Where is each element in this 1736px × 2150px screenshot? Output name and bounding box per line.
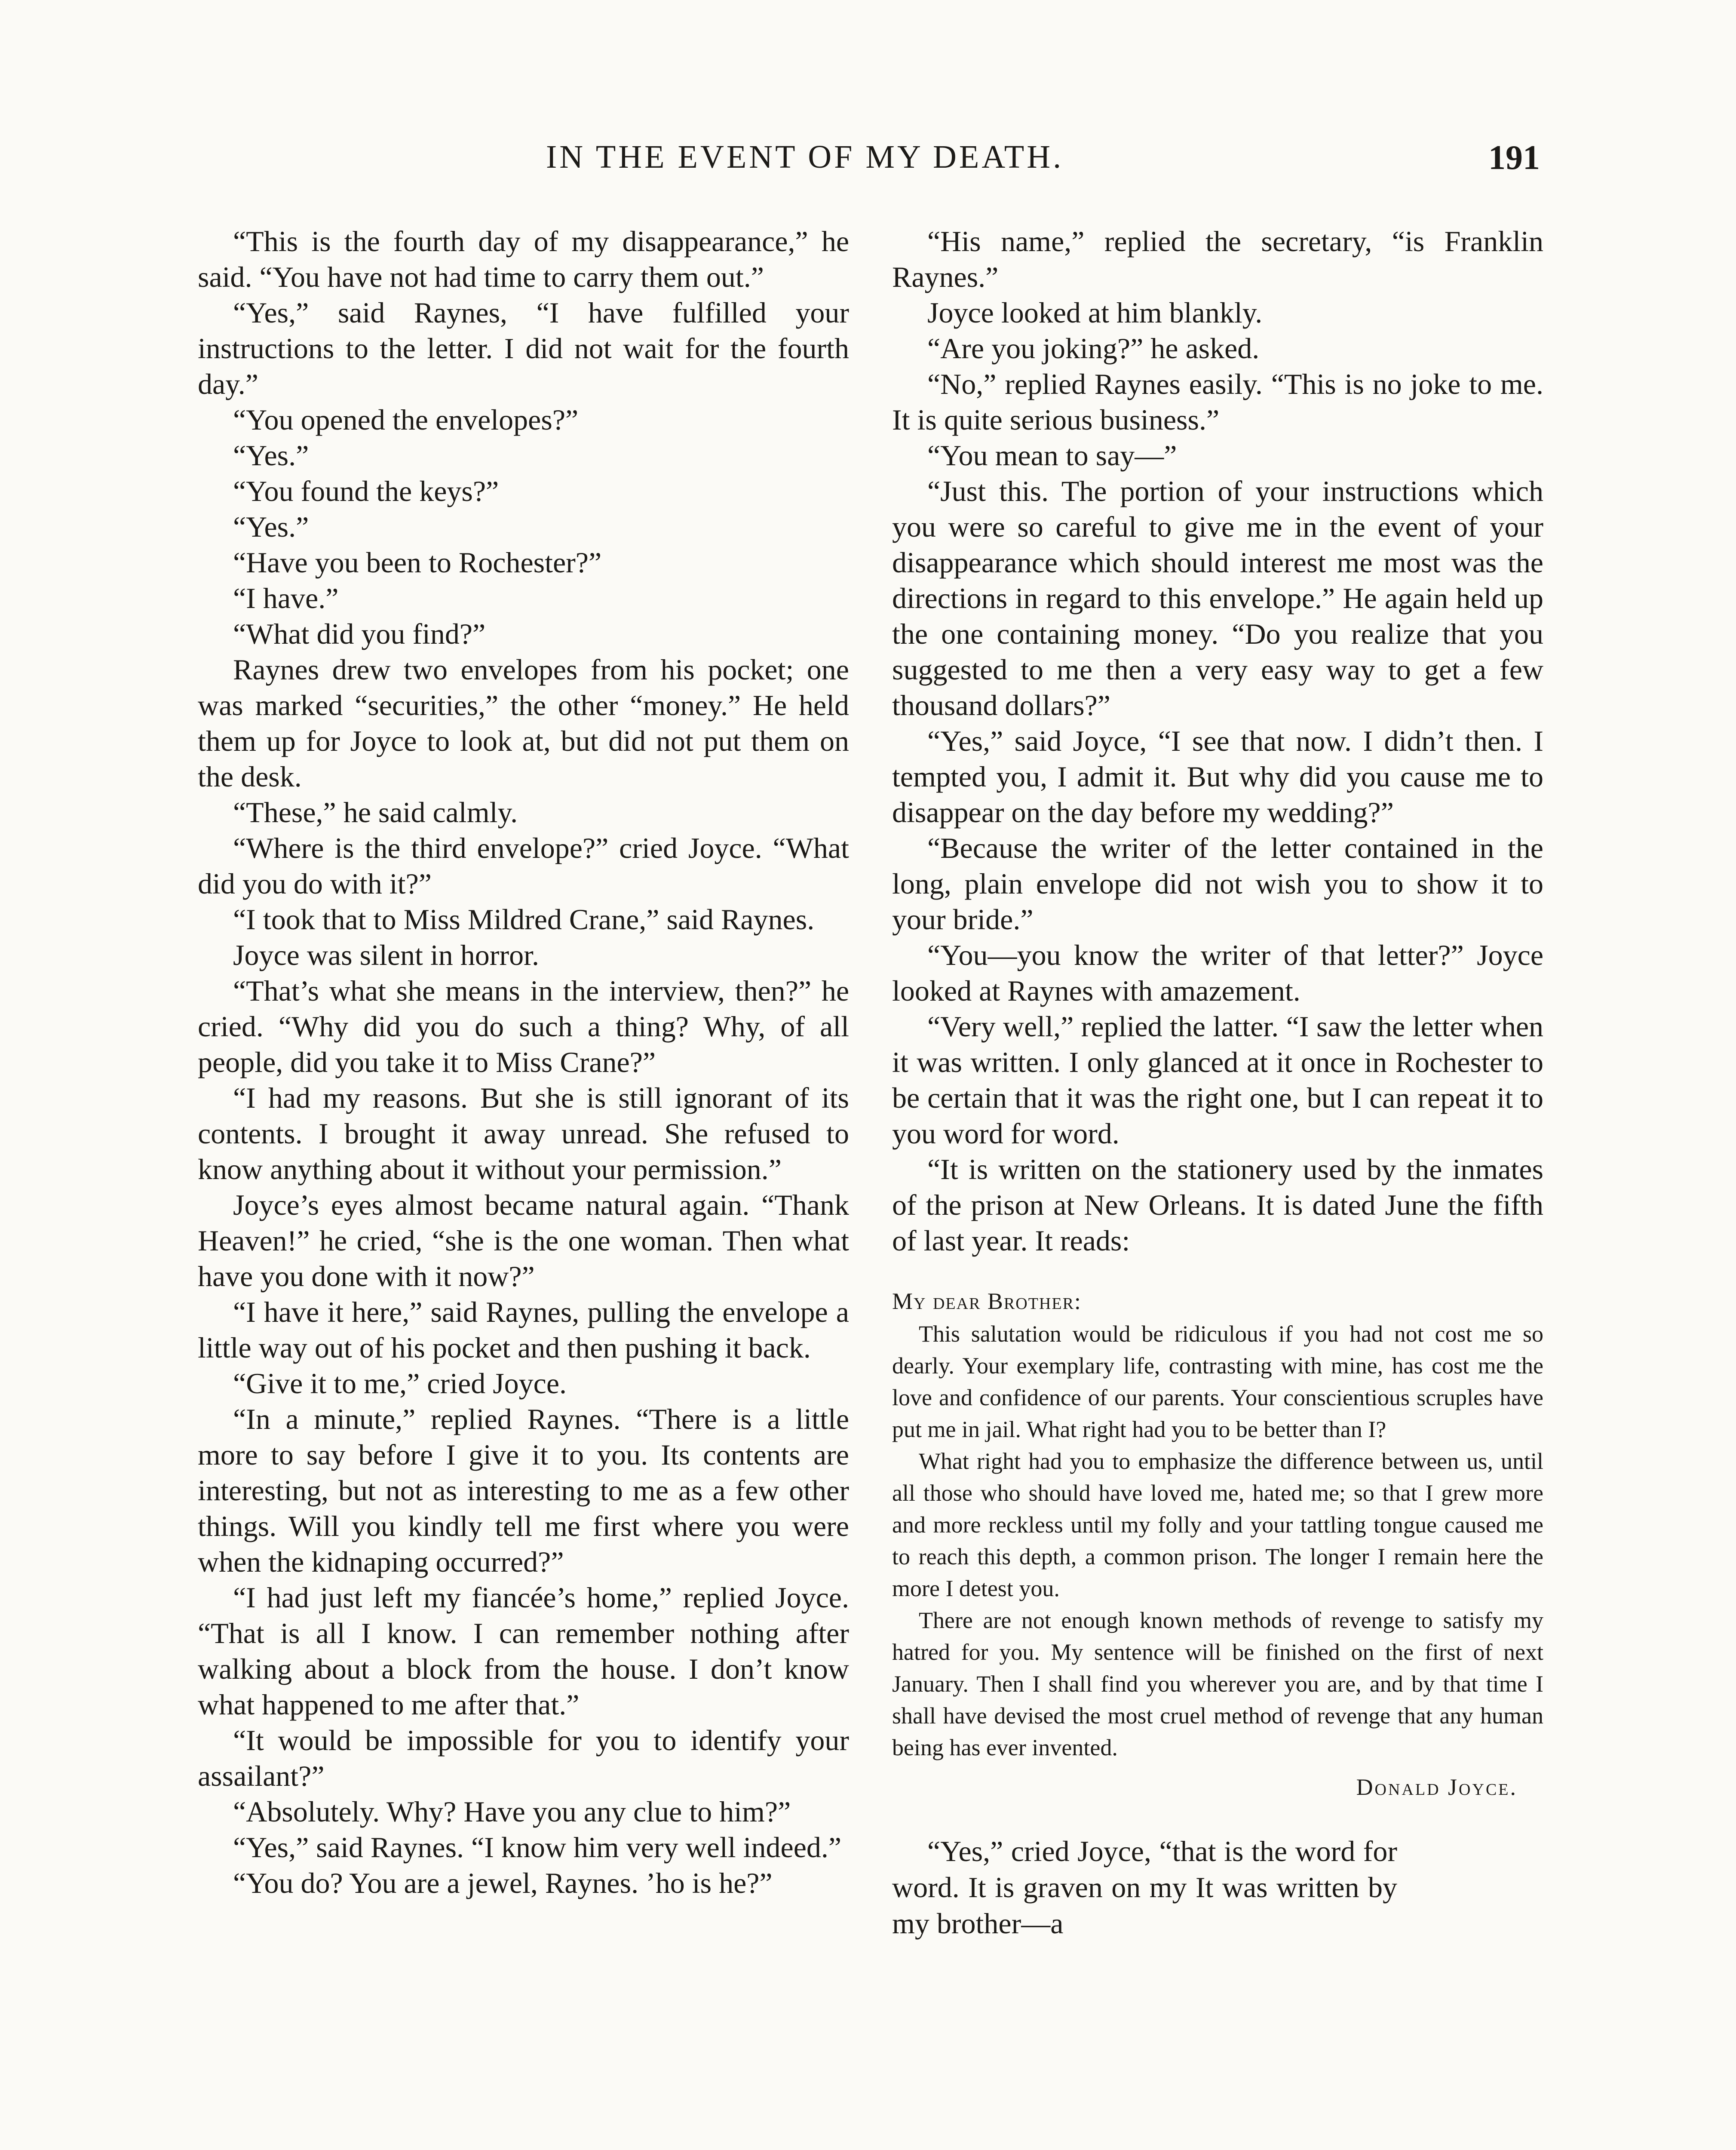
paragraph: Joyce looked at him blankly. xyxy=(927,296,1263,329)
page-number: 191 xyxy=(1488,139,1540,177)
left-column xyxy=(198,224,849,1901)
letter-paragraph: This salutation would be ridiculous if you had not cost me so dearly. Your exemplary life, contrasting with mine, has cost me the love and confidence of our parents. Your conscientious scruples have put me in jail. What right had you to be better than I? xyxy=(892,1321,1543,1442)
letter-signature: Donald Joyce. xyxy=(1356,1774,1518,1800)
paragraph: “Yes,” said Raynes. “I know him very well indeed.” xyxy=(233,1831,842,1864)
paragraph: “I took that to Miss Mildred Crane,” said Raynes. xyxy=(233,903,815,936)
letter-paragraph: There are not enough known methods of revenge to satisfy my hatred for you. My sentence will be finished on the first of next January. Then I shall find you wherever you are, and by that time I shall have devised the most cruel method of revenge that any human being has ever invented. xyxy=(892,1607,1543,1760)
paragraph: “You opened the envelopes?” xyxy=(233,403,579,436)
paragraph: “You do? You are a jewel, Raynes. ’ho is he?” xyxy=(233,1867,773,1899)
paragraph: “What did you find?” xyxy=(233,617,486,650)
continuation-paragraph: “Yes,” cried Joyce, “that is the word for word. It is graven on my It was written by my brother—a xyxy=(892,1835,1397,1940)
letter-paragraph: What right had you to emphasize the difference between us, until all those who should have loved me, hated me; so that I grew more and more reckless until my folly and your tattling tongue caused me to reach this depth, a common prison. The longer I remain here the more I detest you. xyxy=(892,1448,1543,1601)
paragraph: “You found the keys?” xyxy=(233,475,499,507)
paragraph: “Are you joking?” he asked. xyxy=(927,332,1260,365)
paragraph: “Where is the third envelope?” cried Joyce. “What did you do with it?” xyxy=(198,832,849,900)
paragraph: “You mean to say—” xyxy=(927,439,1177,472)
paragraph: Raynes drew two envelopes from his pocket; one was marked “securities,” the other “money.” He held them up for Joyce to look at, but did not put them on the desk. xyxy=(198,653,849,793)
running-title: IN THE EVENT OF MY DEATH. xyxy=(546,139,1064,175)
paragraph: “His name,” replied the secretary, “is Franklin Raynes.” xyxy=(892,225,1543,293)
paragraph: “Yes.” xyxy=(233,510,309,543)
paragraph: “You—you know the writer of that letter?” Joyce looked at Raynes with amazement. xyxy=(892,939,1543,1007)
paragraph: “These,” he said calmly. xyxy=(233,796,518,829)
paragraph: “Just this. The portion of your instructions which you were so careful to give me in the event of your disappearance which should interest me most was the directions in regard to this envelope.” He again held up the one containing money. “Do you realize that you suggested to me then a very easy way to get a few thousand dollars?” xyxy=(892,475,1543,722)
paragraph: “Very well,” replied the latter. “I saw the letter when it was written. I only glanced at it once in Rochester to be certain that it was the right one, but I can repeat it to you word for word. xyxy=(892,1010,1543,1150)
paragraph: “This is the fourth day of my disappearance,” he said. “You have not had time to carry them out.” xyxy=(198,225,849,293)
paragraph: “No,” replied Raynes easily. “This is no joke to me. It is quite serious business.” xyxy=(892,368,1543,436)
paragraph: Joyce’s eyes almost became natural again. “Thank Heaven!” he cried, “she is the one woman. Then what have you done with it now?” xyxy=(198,1189,849,1293)
paragraph: “Have you been to Rochester?” xyxy=(233,546,602,579)
paragraph: “Give it to me,” cried Joyce. xyxy=(233,1367,567,1400)
quoted-letter xyxy=(892,1285,1543,1803)
paragraph: “In a minute,” replied Raynes. “There is a little more to say before I give it to you. Its contents are interesting, but not as interesting to me as a few other things. Will you kindly tell me first where you were when the kidnaping occurred?” xyxy=(198,1403,849,1578)
paragraph: “I had just left my fiancée’s home,” replied Joyce. “That is all I know. I can remember nothing after walking about a block from the house. I don’t know what happened to me after that.” xyxy=(198,1581,849,1721)
paragraph: “I have.” xyxy=(233,582,339,614)
paragraph: “It would be impossible for you to identify your assailant?” xyxy=(198,1724,849,1792)
paragraph: “Absolutely. Why? Have you any clue to him?” xyxy=(233,1795,791,1828)
right-column xyxy=(892,224,1543,1941)
paragraph: “I have it here,” said Raynes, pulling the envelope a little way out of his pocket and then pushing it back. xyxy=(198,1296,849,1364)
paragraph: “Because the writer of the letter contained in the long, plain envelope did not wish you to show it to your bride.” xyxy=(892,832,1543,936)
paragraph: “I had my reasons. But she is still ignorant of its contents. I brought it away unread. She refused to know anything about it without your permission.” xyxy=(198,1081,849,1186)
paragraph: “Yes,” said Joyce, “I see that now. I didn’t then. I tempted you, I admit it. But why did you cause me to disappear on the day before my wedding?” xyxy=(892,725,1543,829)
paragraph: “That’s what she means in the interview, then?” he cried. “Why did you do such a thing? Why, of all people, did you take it to Miss Crane?” xyxy=(198,974,849,1078)
paragraph: “Yes.” xyxy=(233,439,309,472)
paragraph: Joyce was silent in horror. xyxy=(233,939,539,971)
paragraph: “It is written on the stationery used by the inmates of the prison at New Orleans. It is dated June the fifth of last year. It reads: xyxy=(892,1153,1543,1257)
letter-salutation: My dear Brother: xyxy=(892,1288,1082,1314)
paragraph: “Yes,” said Raynes, “I have fulfilled your instructions to the letter. I did not wait for the fourth day.” xyxy=(198,296,849,400)
